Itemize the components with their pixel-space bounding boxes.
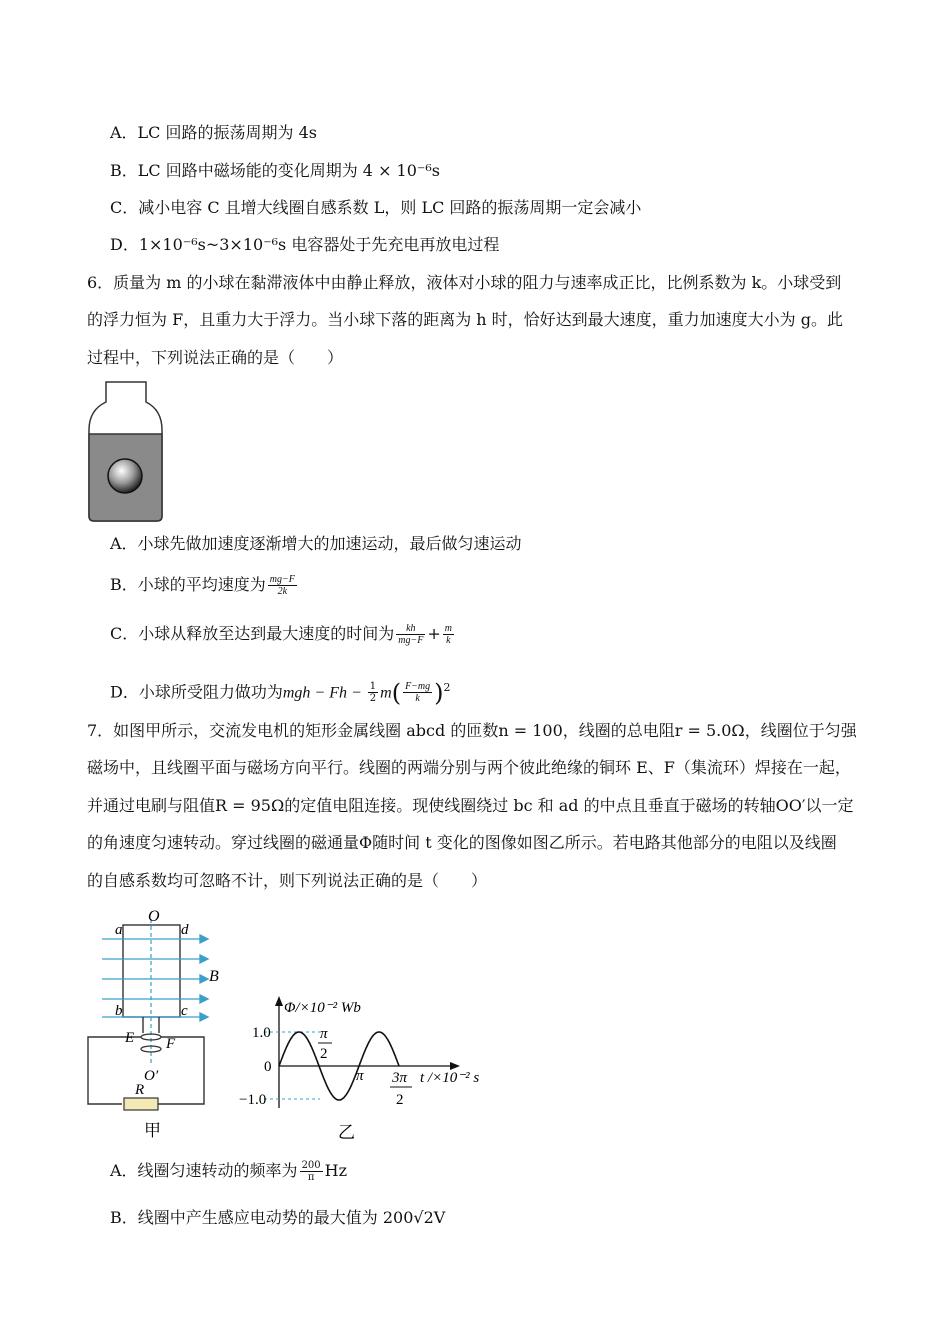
q6-option-d [110,677,451,707]
q7-option-b: B．线圈中产生感应电动势的最大值为 200√2V [110,1208,446,1227]
fraction-numerator: m [444,623,452,634]
label-o-prime: O′ [144,1068,159,1084]
right-paren: ) [434,678,444,707]
q6-stem-line2: 的浮力恒为 F，且重力大于浮力。当小球下落的距离为 h 时，恰好达到最大速度，重力加速度大小为 g。此 [87,310,843,329]
label-b-field: B [209,968,219,985]
caption-yi: 乙 [338,1123,355,1142]
generator-diagram [84,905,234,1145]
q6-option-c-text: C．小球从释放至达到最大速度的时间为 [110,624,395,643]
q6-option-b-text: B．小球的平均速度为 [110,575,266,594]
label-a: a [115,922,123,938]
fraction-denominator: 2k [277,586,288,597]
q5-option-c: C．减小电容 C 且增大线圈自感系数 L，则 LC 回路的振荡周期一定会减小 [110,198,642,217]
q7-option-a [110,1160,347,1183]
q6-option-d-inner-fraction [403,681,432,704]
q6-option-b-fraction [268,574,297,597]
q6-stem-line3: 过程中，下列说法正确的是（ ） [87,348,344,367]
tick-pi: π [356,1068,364,1084]
tick-pi-half-num: π [320,1026,328,1042]
label-e: E [125,1030,135,1046]
q7-stem-line4: 的角速度匀速转动。穿过线圈的磁通量Φ随时间 t 变化的图像如图乙所示。若电路其他部分的电阻以及线圈 [87,833,837,852]
q7-stem-line3: 并通过电刷与阻值R = 95Ω的定值电阻连接。现使线圈绕过 bc 和 ad 的中点且垂直于磁场的转轴OO′以一定 [87,796,854,815]
fraction-denominator: 2 [369,693,377,705]
label-c: c [181,1003,188,1019]
x-axis-arrow [450,1062,460,1070]
caption-jia: 甲 [144,1121,161,1140]
fraction-numerator: 1 [369,681,377,693]
q6-option-d-text: D．小球所受阻力做功为 [110,682,283,702]
q7-option-a-text: A．线圈匀速转动的频率为 [110,1161,298,1180]
y-axis-arrow [275,996,283,1006]
plus-sign: + [427,624,441,643]
flux-graph [234,990,494,1145]
tick-3pi-half-den: 2 [396,1092,404,1108]
q7-option-a-fraction [300,1160,323,1183]
tick-pi-half-den: 2 [320,1046,328,1062]
resistor [124,1098,158,1110]
fraction-denominator: k [446,635,451,646]
label-r: R [135,1082,145,1098]
tick-y-zero: 0 [264,1059,272,1075]
q6-option-b [110,574,299,597]
tick-3pi-half-num: 3π [392,1070,408,1086]
y-axis-label: Φ/×10⁻² Wb [284,1000,361,1016]
fraction-denominator: k [415,693,420,705]
q7-stem-line5: 的自感系数均可忽略不计，则下列说法正确的是（ ） [87,871,488,890]
label-d: d [181,922,189,938]
q5-option-b: B．LC 回路中磁场能的变化周期为 4 × 10⁻⁶s [110,161,440,180]
tick-y-top: 1.0 [252,1025,271,1041]
q7-stem-line1: 7．如图甲所示，交流发电机的矩形金属线圈 abcd 的匝数n = 100，线圈的总电阻r = 5.0Ω，线圈位于匀强 [87,721,857,740]
tick-y-bottom: −1.0 [239,1092,267,1108]
label-o: O [148,908,160,925]
label-b: b [115,1003,123,1019]
q6-stem-line1: 6．质量为 m 的小球在黏滞液体中由静止释放，液体对小球的阻力与速率成正比，比例系数为 k。小球受到 [87,273,842,292]
q6-option-c [110,623,456,646]
fraction-numerator: F−mg [405,681,431,693]
fraction-denominator: π [307,1172,315,1183]
q5-option-d: D．1×10⁻⁶s~3×10⁻⁶s 电容器处于先充电再放电过程 [110,235,500,254]
fraction-numerator: kh [396,623,425,635]
q7-option-a-unit: Hz [324,1161,348,1180]
q6-option-c-fraction2 [443,623,454,646]
q6-option-a: A．小球先做加速度逐渐增大的加速运动，最后做匀速运动 [110,534,522,553]
fraction-numerator: 200 [301,1160,321,1171]
fraction-numerator: mg−F [269,574,295,585]
q6-option-d-expr: mgh − Fh − [282,684,366,702]
left-paren: ( [391,678,402,707]
half-fraction [368,681,378,704]
exponent: 2 [443,681,451,694]
q5-option-a: A．LC 回路的振荡周期为 4s [110,123,317,142]
label-f: F [166,1036,176,1052]
q7-stem-line2: 磁场中，且线圈平面与磁场方向平行。线圈的两端分别与两个彼此绝缘的铜环 E、F（集流环）焊接在一起， [87,758,851,777]
bottle-figure [86,380,166,525]
q6-option-c-fraction1 [396,623,425,646]
mass-symbol: m [380,684,392,702]
fraction-denominator: mg−F [398,635,424,646]
ball [108,459,142,493]
x-axis-label: t /×10⁻² s [420,1070,480,1086]
